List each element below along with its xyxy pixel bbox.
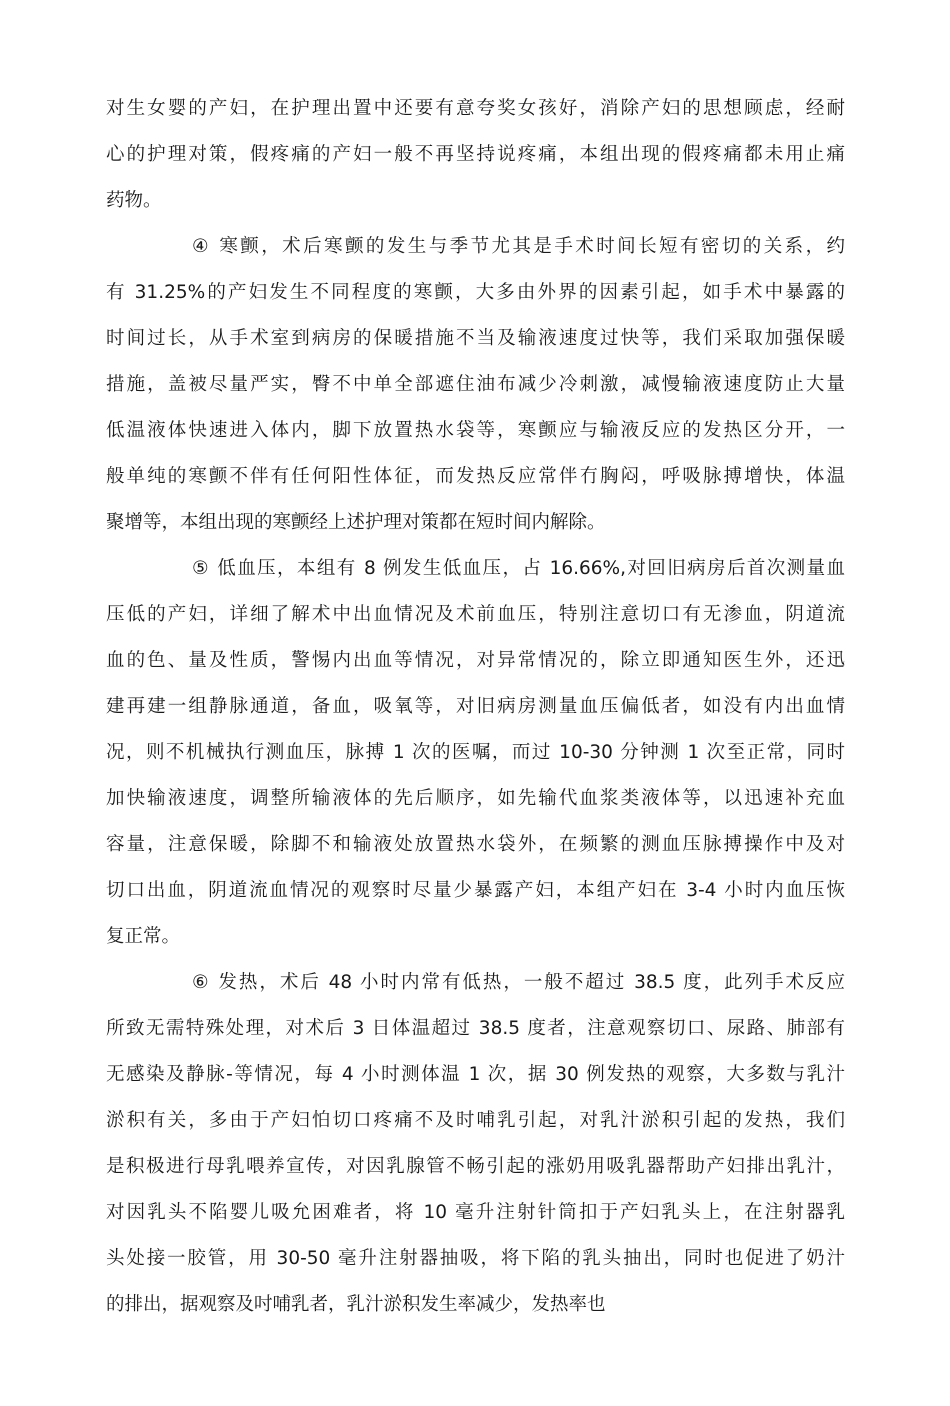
text-line: 切口出血，阴道流血情况的观察时尽量少暴露产妇，本组产妇在 3-4 小时内血压恢 — [106, 880, 845, 901]
text-line: 药物。 — [106, 190, 162, 211]
paragraph-heading-line: ⑤ 低血压，本组有 8 例发生低血压，占 16.66%,对回旧病房后首次测量血 — [192, 558, 845, 579]
text-line: 压低的产妇，详细了解术中出血情况及术前血压，特别注意切口有无渗血，阴道流 — [106, 604, 845, 625]
paragraph-shivering — [106, 224, 845, 546]
text-line: 心的护理对策，假疼痛的产妇一般不再坚持说疼痛，本组出现的假疼痛都未用止痛 — [106, 144, 845, 165]
text-line: 建再建一组静脉通道，备血，吸氧等，对旧病房测量血压偏低者，如没有内出血情 — [106, 696, 845, 717]
text-line: 是积极进行母乳喂养宣传，对因乳腺管不畅引起的涨奶用吸乳器帮助产妇排出乳汁， — [106, 1156, 845, 1177]
text-line: 般单纯的寒颤不伴有任何阳性体征，而发热反应常伴冇胸闷，呼吸脉搏增快，体温 — [106, 466, 845, 487]
text-line: 的排出，据观察及吋哺乳者，乳汁淤积发生率减少，发热率也 — [106, 1294, 606, 1315]
text-line: 头处接一胶管，用 30-50 毫升注射器抽吸，将下陷的乳头抽出，同时也促进了奶汁 — [106, 1248, 845, 1269]
text-line: 血的色、量及性质，警惕内出血等情况，对异常情况的，除立即通知医生外，还迅 — [106, 650, 845, 671]
text-line: 措施，盖被尽量严实，臀不中单全部遮住油布减少冷刺激，减慢输液速度防止大量 — [106, 374, 845, 395]
text-line: 对生女婴的产妇，在护理出置中还要有意夸奖女孩好，消除产妇的思想顾虑，经耐 — [106, 98, 845, 119]
text-line: 加快输液速度，调整所输液体的先后顺序，如先输代血浆类液体等，以迅速补充血 — [106, 788, 845, 809]
paragraph-intro-continuation — [106, 86, 845, 224]
paragraph-heading-line: ④ 寒颤，术后寒颤的发生与季节尤其是手术时间长短有密切的关系，约 — [192, 236, 845, 257]
text-line: 复正常。 — [106, 926, 181, 947]
text-line: 时间过长，从手术室到病房的保暖措施不当及输液速度过快等，我们采取加强保暖 — [106, 328, 845, 349]
text-line: 所致无需特殊处理，对术后 3 日体温超过 38.5 度者，注意观察切口、尿路、肺部有 — [106, 1018, 845, 1039]
text-line: 容量，注意保暖，除脚不和输液处放置热水袋外，在频繁的测血压脉搏操作中及对 — [106, 834, 845, 855]
paragraph-heading-line: ⑥ 发热，术后 48 小时内常有低热，一般不超过 38.5 度，此列手术反应 — [192, 972, 845, 993]
text-line: 有 31.25%的产妇发生不同程度的寒颤，大多由外界的因素引起，如手术中暴露的 — [106, 282, 845, 303]
text-line: 无感染及静脉-等情况，每 4 小时测体温 1 次，据 30 例发热的观察，大多数与乳汁 — [106, 1064, 845, 1085]
text-line: 聚增等，本组出现的寒颤经上述护理对策都在短时间内解除。 — [106, 512, 606, 533]
text-line: 况，则不机械执行测血压，脉搏 1 次的医嘱，而过 10-30 分钟测 1 次至正常，同时 — [106, 742, 845, 763]
paragraph-hypotension — [106, 546, 845, 960]
text-line: 低温液体快速进入体内，脚下放置热水袋等，寒颤应与输液反应的发热区分开，一 — [106, 420, 845, 441]
paragraph-fever — [106, 960, 845, 1328]
document-body — [106, 86, 845, 1328]
text-line: 淤积有关，多由于产妇怕切口疼痛不及时哺乳引起，对乳汁淤积引起的发热，我们 — [106, 1110, 845, 1131]
text-line: 对因乳头不陷婴儿吸允困难者，将 10 毫升注射针筒扣于产妇乳头上，在注射器乳 — [106, 1202, 845, 1223]
